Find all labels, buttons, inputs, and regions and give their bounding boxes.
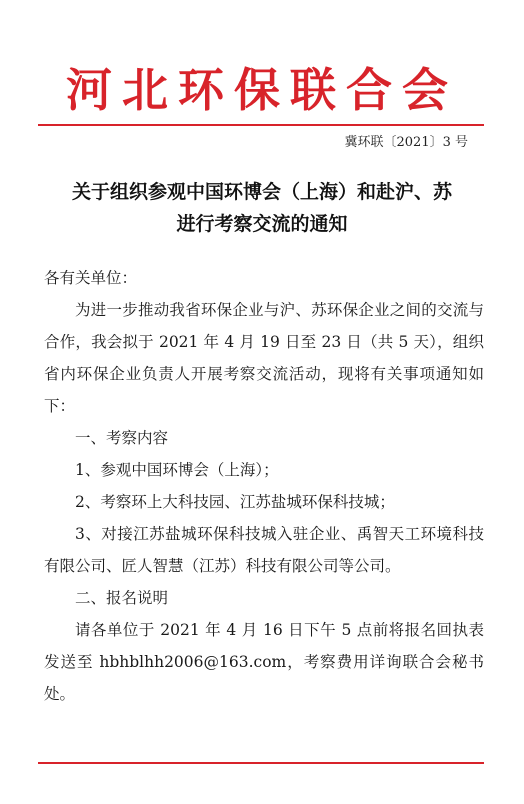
intro-paragraph: 为进一步推动我省环保企业与沪、苏环保企业之间的交流与合作，我会拟于 2021 年 4 月 19 日至 23 日（共 5 天），组织省内环保企业负责人开展考察交流活动，现将有关事项通知如下： <box>44 301 484 415</box>
notice-title <box>40 176 484 240</box>
registration-paragraph: 请各单位于 2021 年 4 月 16 日下午 5 点前将报名回执表发送至 hbhblhh2006@163.com，考察费用详询联合会秘书处。 <box>44 621 484 703</box>
list-item: 3、对接江苏盐城环保科技城入驻企业、禹智天工环境科技有限公司、匠人智慧（江苏）科技有限公司等公司。 <box>44 525 484 575</box>
notice-title-line-2: 进行考察交流的通知 <box>176 213 348 235</box>
notice-body <box>44 262 484 710</box>
notice-title-line-1: 关于组织参观中国环博会（上海）和赴沪、苏 <box>71 181 452 203</box>
footer-red-rule <box>38 762 484 764</box>
greeting: 各有关单位： <box>44 269 138 287</box>
list-item: 2、考察环上大科技园、江苏盐城环保科技城； <box>75 493 395 511</box>
list-item: 1、参观中国环博会（上海）； <box>75 461 279 479</box>
document-number: 冀环联〔2021〕3 号 <box>344 135 468 150</box>
section-heading-inspection: 一、考察内容 <box>75 429 169 447</box>
header-red-rule <box>38 124 484 126</box>
organization-title: 河北环保联合会 <box>66 63 458 117</box>
section-heading-registration: 二、报名说明 <box>75 589 169 607</box>
